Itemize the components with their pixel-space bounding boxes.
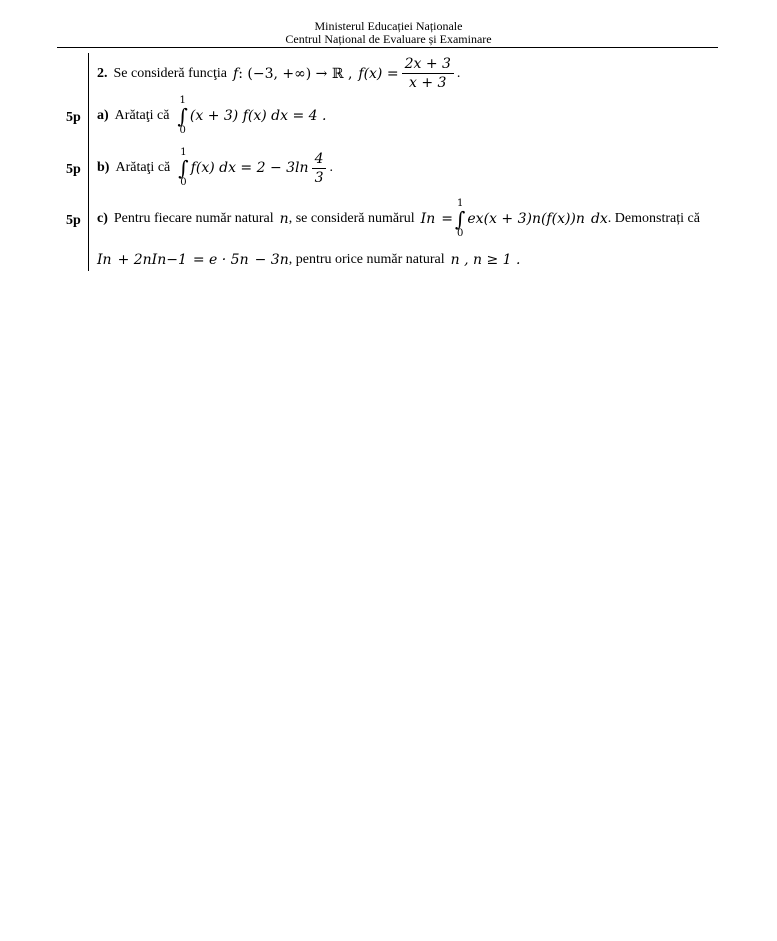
I-n-symbol: I [420,211,427,227]
recurrence-text: , pentru orice număr natural [288,252,445,267]
part-b-label: b) [97,160,110,175]
part-c-text3: . Demonstrați că [607,211,700,226]
part-c-var-n: n [279,211,289,227]
problem-number: 2. [97,65,108,81]
part-a [97,96,326,136]
recurrence-sub2: n−1 [157,252,187,268]
integral-a-upper: 1 [179,95,186,106]
part-c-line2 [97,252,520,268]
problem-statement [97,56,460,91]
part-b-fraction [312,151,327,186]
page-header [0,20,777,46]
recurrence-eq: = e · 5 [192,252,240,268]
points-c: 5p [66,213,81,228]
I-n-equals: = [441,211,453,227]
integral-b-upper: 1 [180,147,187,158]
part-c-text: Pentru fiecare număr natural [113,211,274,226]
recurrence-minus: − 3 [254,252,280,268]
recurrence-plus: + 2nI [117,252,158,268]
integrand-mid-sup: n [531,211,541,227]
part-b-integrand: f(x) dx = 2 − 3ln [190,160,309,176]
function-def-denominator: x + 3 [409,75,447,91]
part-a-integrand: (x + 3) f(x) dx = 4 . [189,108,327,124]
integral-c: 1 ∫ 0 [454,198,466,239]
recurrence-I: I [97,252,103,268]
function-def-end: . [456,65,461,81]
integrand-mid: (x + 3) [483,211,532,227]
function-domain: : (−3, +∞) → ℝ , [238,65,353,82]
integral-c-lower: 0 [456,228,464,239]
part-a-label: a) [97,108,109,123]
recurrence-I-sub: n [102,252,112,268]
part-b [97,148,333,188]
integrand-dx: dx [590,211,608,227]
integral-a: 1 ∫ 0 [177,95,188,136]
integrand-e-sup: x [475,211,484,227]
header-rule [57,47,718,48]
function-def-lhs: f(x) = [358,65,399,82]
part-b-text: Arătaţi că [115,160,171,175]
part-c-label: c) [97,211,108,226]
part-b-end: . [329,160,333,175]
integral-b-lower: 0 [180,177,187,188]
integrand-fx: (f(x)) [540,211,576,227]
points-b: 5p [66,162,81,177]
part-c-text2: , se consideră numărul [288,211,415,226]
recurrence-sup1: n [239,252,249,268]
margin-rule [88,53,89,271]
recurrence-cond: n , n ≥ 1 . [450,252,521,268]
part-b-frac-den: 3 [314,169,324,186]
integral-a-lower: 0 [179,125,186,136]
integrand-fx-sup: n [575,211,585,227]
part-c-line1 [97,199,700,239]
points-a: 5p [66,110,81,125]
integral-b: 1 ∫ 0 [178,147,189,188]
integral-c-upper: 1 [456,198,464,209]
function-def-fraction [402,56,454,91]
part-b-frac-num: 4 [312,151,327,169]
header-center: Centrul Național de Evaluare și Examinare [285,32,492,46]
integrand-e: e [467,211,476,227]
I-n-subscript: n [426,211,436,227]
function-name: f [233,65,239,82]
recurrence-sup2: n [279,252,289,268]
part-a-text: Arătaţi că [114,108,170,123]
problem-intro: Se consideră funcţia [113,65,228,81]
function-def-numerator: 2x + 3 [402,56,454,74]
header-ministry: Ministerul Educației Naționale [314,19,463,33]
